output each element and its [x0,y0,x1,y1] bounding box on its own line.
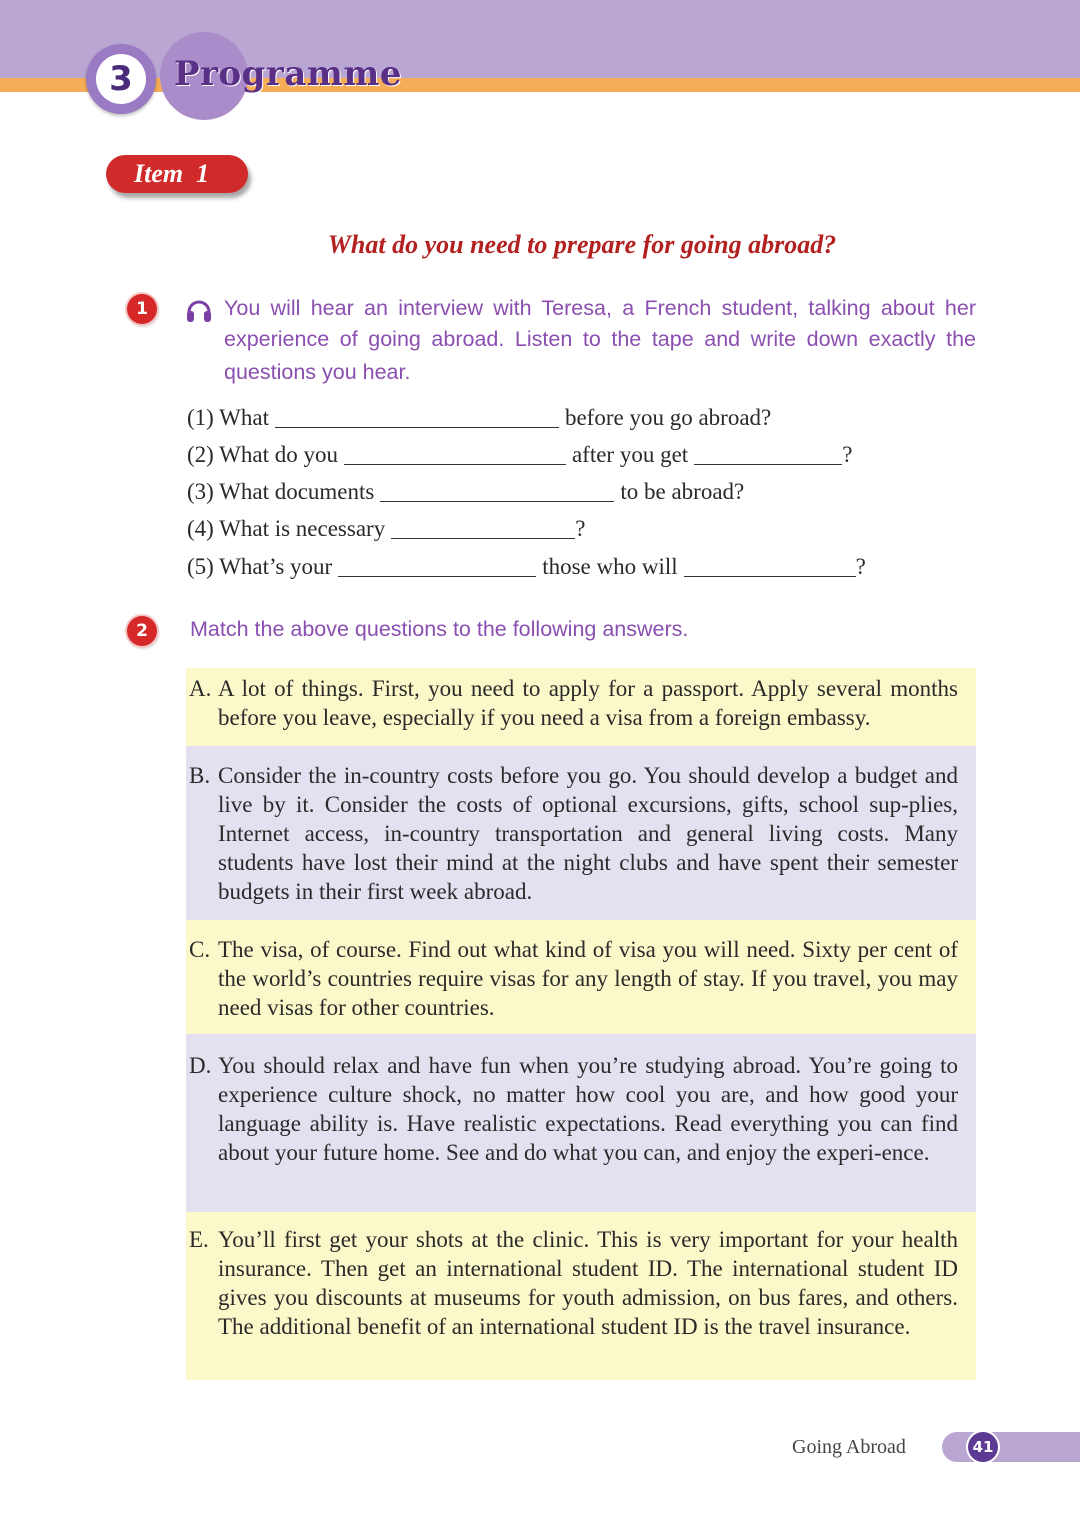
answer-text: You’ll first get your shots at the clinic. This is very important for your health insurance. Then get an international student ID. The international student ID gives you discounts at museums for youth admission, on bus fares, and others. The additional benefit of an international student ID is the travel insurance. [218,1227,958,1339]
answer-c [186,920,976,1034]
answer-text: You should relax and have fun when you’re studying abroad. You’re going to experience culture shock, no matter how cool you are, and how good your language ability is. Have realistic expectations. Read everything you can find about your future home. See and do what you can, and enjoy the experi-ence. [218,1053,958,1165]
answer-b [186,746,976,920]
question-1 [187,401,771,435]
answer-blank[interactable] [694,438,842,465]
instruction-line: You will hear an interview with Teresa, a French student, talking about her [224,296,976,320]
question-text: ? [575,516,586,541]
question-text: (3) What documents [187,479,375,504]
answer-letter: E. [189,1227,209,1252]
headphones-icon [185,296,213,324]
page-number: 41 [968,1432,998,1462]
question-text: ? [855,554,866,579]
question-text: (2) What do you [187,442,338,467]
question-text: (5) What’s your [187,554,333,579]
question-text: (1) What [187,405,269,430]
answer-a [186,668,976,746]
answer-text: Consider the in-country costs before you go. You should develop a budget and live by it. Consider the costs of optional excursions, gifts, school sup-plies, Internet access, in-country transportation and general living costs. Many students have lost their mind at the night clubs and have spent their semester budgets in their first week abroad. [218,763,958,904]
footer-unit-label: Going Abroad [792,1436,906,1458]
answer-e [186,1212,976,1380]
question-text: to be abroad? [620,479,745,504]
item-tab-label: Item 1 [134,159,210,188]
question-text: before you go abroad? [564,405,772,430]
instruction-line: questions you hear. [224,360,411,384]
answer-blank[interactable] [344,438,566,465]
question-text: (4) What is necessary [187,516,386,541]
answer-letter: C. [189,937,211,962]
question-text: those who will [542,554,678,579]
question-3 [187,475,744,509]
answer-d [186,1034,976,1212]
answer-letter: D. [189,1053,212,1078]
section-title: Programme [174,54,402,94]
answer-letter: B. [189,763,211,788]
answer-blank[interactable] [684,550,856,577]
answer-blank[interactable] [380,475,614,502]
item-tab [106,155,248,193]
question-5 [187,550,866,584]
exercise-1-instruction [224,293,976,388]
question-text: after you get [571,442,689,467]
answer-text: The visa, of course. Find out what kind of visa you will need. Sixty per cent of the world’s countries require visas for any length of stay. If you travel, you may need visas for other countries. [218,937,958,1020]
answer-text: A lot of things. First, you need to apply for a passport. Apply several months before you leave, especially if you need a visa from a foreign embassy. [218,676,958,730]
exercise-1-number: 1 [127,294,157,324]
section-number: 3 [96,54,146,104]
exercise-2-number: 2 [127,616,157,646]
instruction-line: experience of going abroad. Listen to the tape and write down exactly the [224,327,976,351]
answer-letter: A. [189,676,212,701]
question-text: ? [842,442,853,467]
main-question: What do you need to prepare for going abroad? [327,230,837,259]
question-2 [187,438,852,472]
question-4 [187,512,585,546]
answer-blank[interactable] [275,401,559,428]
section-number-badge [86,44,156,114]
answer-blank[interactable] [391,512,575,539]
footer-bar [942,1432,1080,1462]
exercise-2-instruction: Match the above questions to the following answers. [190,617,689,641]
answer-blank[interactable] [338,550,536,577]
